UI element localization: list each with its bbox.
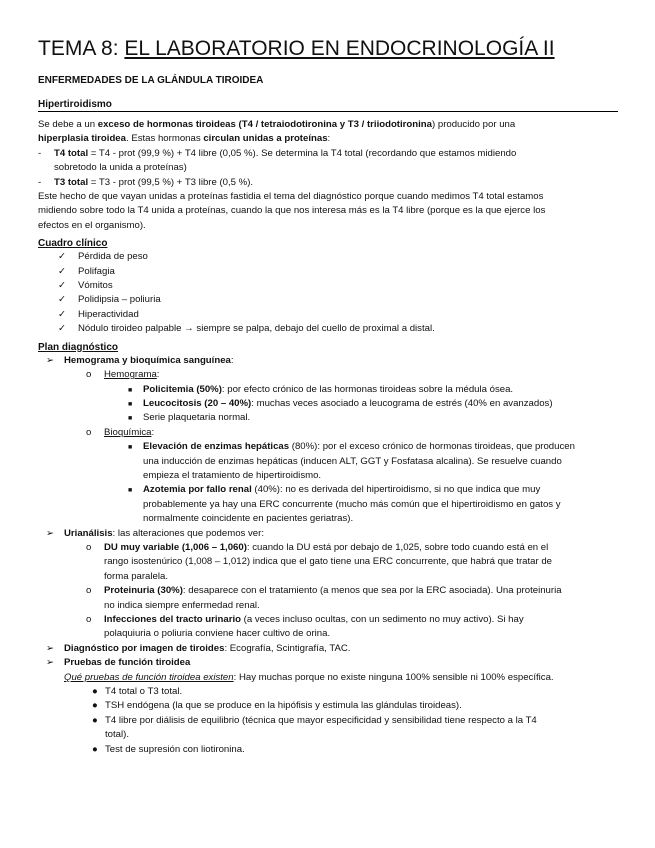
list-item: o Infecciones del tracto urinario (a veces incluso ocultas, con un sedimento no muy activo). Si hay [86, 614, 524, 625]
list-item: o Proteinuria (30%): desaparece con el tratamiento (a menos que sea por la ERC asociada). Una proteinuria [86, 585, 562, 597]
list-item: ✓ Hiperactividad [38, 308, 618, 322]
list-item: ■ Leucocitosis (20 – 40%): muchas veces asociado a leucograma de estrés (40% en avanzados) [128, 397, 553, 409]
list-item-cont: normalmente coincidente en pacientes geriatras). [143, 513, 354, 525]
list-item: ✓ Polifagia [38, 265, 618, 279]
arrow-icon: ➢ [46, 354, 55, 366]
list-item: ✓ Nódulo tiroideo palpable → siempre se palpa, debajo del cuello de proximal a distal. [38, 322, 618, 336]
pruebas-question: Qué pruebas de función tiroidea existen: Hay muchas porque no existe ninguna 100% sensible ni 100% específica. [64, 671, 554, 683]
list-item-cont: total). [105, 729, 129, 741]
section-heading: ENFERMEDADES DE LA GLÁNDULA TIROIDEA [38, 75, 264, 86]
title-prefix: TEMA 8: [38, 37, 119, 60]
plan-list [38, 354, 618, 757]
plan-item-urin: ➢ Urianálisis: las alteraciones que podemos ver: [38, 527, 618, 541]
para-line-3: efectos en el organismo). [38, 219, 146, 231]
clinical-heading: Cuadro clínico [38, 238, 108, 250]
list-item-cont: no indica siempre enfermedad renal. [104, 599, 260, 611]
arrow-icon: ➢ [46, 527, 55, 539]
list-item: ■ Azotemia por fallo renal (40%): no es derivada del hipertiroidismo, si no que indica que muy [128, 484, 541, 496]
list-item: ● Test de supresión con liotironina. [92, 743, 245, 755]
para-line-2: midiendo sobre todo la T4 unida a proteínas, cuando la que nos interesa más es la T4 libre (porque es la que ejerce los [38, 205, 546, 217]
hemograma-subheading: o Hemograma: [86, 369, 160, 381]
intro-line-1: Se debe a un exceso de hormonas tiroideas (T4 / tetraiodotironina y T3 / triiodotironina) producido por una [38, 119, 516, 130]
check-icon: ✓ [58, 294, 67, 306]
arrow-icon: ➢ [46, 642, 55, 654]
list-item-cont: forma paralela. [104, 570, 168, 582]
list-item: ✓ Polidipsia – poliuria [38, 293, 618, 307]
list-item-cont: polaquiuria o poliuria conviene hacer cultivo de orina. [104, 628, 331, 640]
list-item: ● T4 libre por diálisis de equilibrio (técnica que mayor especificidad y sensibilidad tiene respecto a la T4 [92, 714, 537, 726]
t3-item: - T3 total = T3 - prot (99,5 %) + T3 libre (0,5 %). [38, 176, 254, 188]
list-item: ● TSH endógena (la que se produce en la hipófisis y estimula las glándulas tiroideas). [92, 700, 462, 712]
list-item-cont: empieza el tratamiento de hipertiroidismo. [143, 469, 322, 481]
document-page [38, 36, 618, 757]
list-item-cont: rango isostenúrico (1,008 – 1,012) indica que el gato tiene una ERC concurrente, que habrá que tratar de [104, 556, 553, 568]
list-item-cont: una inducción de enzimas hepáticas (inducen ALT, GGT y Fosfatasa alcalina). Se resuelve cuando [143, 455, 562, 467]
list-item: o DU muy variable (1,006 – 1,060): cuando la DU está por debajo de 1,025, sobre todo cuando está en el [86, 541, 549, 553]
arrow-icon: ➢ [46, 657, 55, 669]
bioquimica-subheading: o Bioquímica: [86, 426, 155, 438]
list-item: ■ Elevación de enzimas hepáticas (80%): por el exceso crónico de hormonas tiroideas, que producen [128, 441, 575, 453]
plan-item-imagen: ➢ Diagnóstico por imagen de tiroides: Ecografía, Scintigrafía, TAC. [38, 642, 618, 656]
t4-item: - T4 total = T4 - prot (99,9 %) + T4 libre (0,05 %). Se determina la T4 total (recordando que estamos midiendo [38, 147, 517, 159]
clinical-list [38, 250, 618, 336]
t4-item-cont: sobretodo la unida a proteínas) [54, 162, 187, 174]
list-item: ■ Policitemia (50%): por efecto crónico de las hormonas tiroideas sobre la médula ósea. [128, 383, 514, 395]
list-item: ✓ Pérdida de peso [38, 250, 618, 264]
check-icon: ✓ [58, 265, 67, 277]
list-item: ■ Serie plaquetaria normal. [128, 412, 251, 424]
check-icon: ✓ [58, 280, 67, 292]
para-line-1: Este hecho de que vayan unidas a proteínas fastidia el tema del diagnóstico porque cuando medimos T4 total estamos [38, 191, 544, 203]
plan-item-pruebas: ➢ Pruebas de función tiroidea [38, 656, 618, 670]
hyper-heading: Hipertiroidismo [38, 99, 618, 112]
page-title [38, 36, 618, 62]
list-item: ● T4 total o T3 total. [92, 686, 183, 698]
list-item-cont: probablemente ya hay una ERC concurrente (mucho más común que el hipertiroidismo en gatos y [143, 498, 561, 510]
plan-item-hemo: ➢ Hemograma y bioquímica sanguínea: [38, 354, 618, 368]
list-item: ✓ Vómitos [38, 279, 618, 293]
hyper-body [38, 118, 618, 233]
intro-line-2: hiperplasia tiroidea. Estas hormonas circulan unidas a proteínas: [38, 133, 331, 145]
title-main: EL LABORATORIO EN ENDOCRINOLOGÍA II [124, 37, 555, 60]
check-icon: ✓ [58, 308, 67, 320]
plan-heading: Plan diagnóstico [38, 341, 119, 353]
check-icon: ✓ [58, 251, 67, 263]
check-icon: ✓ [58, 323, 67, 335]
